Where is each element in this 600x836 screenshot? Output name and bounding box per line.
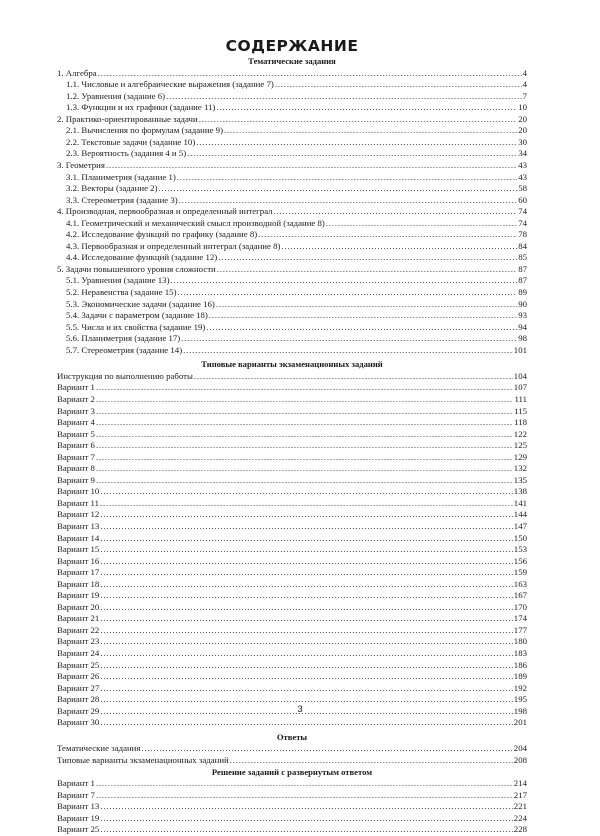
toc-entry-label: 1. Алгебра bbox=[57, 67, 97, 78]
toc-entry bbox=[57, 440, 527, 452]
table-of-contents bbox=[57, 36, 527, 836]
toc-entry-page: 129 bbox=[513, 451, 527, 462]
dot-leader bbox=[178, 287, 518, 299]
toc-entry-label: Вариант 1 bbox=[57, 382, 95, 393]
toc-entry-page: 159 bbox=[513, 567, 527, 578]
toc-entry bbox=[57, 299, 527, 311]
toc-entry-label: 5.2. Неравенства (задание 15) bbox=[66, 286, 177, 297]
toc-entry bbox=[57, 486, 527, 498]
toc-entry-label: Тематические задания bbox=[57, 743, 141, 754]
dot-leader bbox=[100, 579, 512, 591]
toc-entry bbox=[57, 137, 527, 149]
toc-entry bbox=[57, 475, 527, 487]
toc-entry-label: Вариант 2 bbox=[57, 393, 95, 404]
toc-entry bbox=[57, 509, 527, 521]
toc-entry-page: 87 bbox=[518, 275, 527, 286]
toc-entry-page: 147 bbox=[513, 520, 527, 531]
section-heading: Типовые варианты экзаменационных заданий bbox=[201, 359, 383, 370]
toc-entry bbox=[57, 452, 527, 464]
toc-entry-page: 204 bbox=[513, 743, 527, 754]
dot-leader bbox=[177, 172, 517, 184]
toc-entry bbox=[57, 778, 527, 790]
toc-entry-page: 34 bbox=[518, 148, 527, 159]
dot-leader bbox=[196, 137, 517, 149]
toc-entry bbox=[57, 417, 527, 429]
toc-entry-label: Вариант 3 bbox=[57, 405, 95, 416]
dot-leader bbox=[181, 333, 517, 345]
dot-leader bbox=[166, 91, 521, 103]
toc-entry-label: 5.4. Задачи с параметром (задание 18) bbox=[66, 310, 208, 321]
dot-leader bbox=[96, 778, 513, 790]
toc-entry-page: 107 bbox=[513, 382, 527, 393]
toc-entry bbox=[57, 195, 527, 207]
toc-entry-label: Вариант 7 bbox=[57, 789, 95, 800]
toc-entry bbox=[57, 382, 527, 394]
toc-entry-label: Вариант 28 bbox=[57, 694, 100, 705]
dot-leader bbox=[281, 241, 517, 253]
dot-leader bbox=[171, 275, 518, 287]
dot-leader bbox=[199, 114, 518, 126]
toc-entry-page: 125 bbox=[513, 440, 527, 451]
toc-entry-label: Вариант 4 bbox=[57, 417, 95, 428]
toc-entry-label: 3. Геометрия bbox=[57, 159, 105, 170]
toc-entry-label: 4.4. Исследование функций (задание 12) bbox=[66, 252, 218, 263]
toc-entry-page: 101 bbox=[513, 344, 527, 355]
toc-entry bbox=[57, 429, 527, 441]
dot-leader bbox=[224, 125, 517, 137]
toc-entry-label: Вариант 20 bbox=[57, 601, 100, 612]
toc-entry bbox=[57, 660, 527, 672]
toc-entry-page: 111 bbox=[514, 393, 527, 404]
toc-entry bbox=[57, 498, 527, 510]
toc-entry bbox=[57, 556, 527, 568]
toc-entry-label: Вариант 17 bbox=[57, 567, 100, 578]
toc-entry-label: 4. Производная, первообразная и определенный интеграл bbox=[57, 206, 273, 217]
toc-entry-page: 180 bbox=[513, 636, 527, 647]
toc-entry-label: Инструкция по выполнению работы bbox=[57, 370, 193, 381]
toc-entry-label: Вариант 9 bbox=[57, 474, 95, 485]
toc-entry-page: 94 bbox=[518, 321, 527, 332]
toc-entry-page: 214 bbox=[513, 778, 527, 789]
dot-leader bbox=[100, 801, 512, 813]
dot-leader bbox=[96, 463, 513, 475]
toc-entry-page: 74 bbox=[518, 217, 527, 228]
toc-entry bbox=[57, 579, 527, 591]
dot-leader bbox=[100, 717, 512, 729]
toc-entry bbox=[57, 310, 527, 322]
toc-entry-page: 4 bbox=[522, 79, 527, 90]
toc-entry bbox=[57, 602, 527, 614]
dot-leader bbox=[100, 486, 512, 498]
toc-entry bbox=[57, 252, 527, 264]
toc-entry bbox=[57, 790, 527, 802]
toc-entry-label: 3.1. Планиметрия (задание 1) bbox=[66, 171, 176, 182]
toc-entry-page: 10 bbox=[518, 102, 527, 113]
toc-entry bbox=[57, 218, 527, 230]
section-variants bbox=[57, 359, 527, 729]
dot-leader bbox=[187, 148, 517, 160]
dot-leader bbox=[100, 683, 512, 695]
dot-leader bbox=[100, 556, 512, 568]
dot-leader bbox=[206, 322, 517, 334]
toc-entry-label: 1.1. Числовые и алгебраические выражения (задание 7) bbox=[66, 79, 274, 90]
toc-entry bbox=[57, 371, 527, 383]
toc-entry-page: 4 bbox=[522, 67, 527, 78]
toc-entry-page: 221 bbox=[513, 801, 527, 812]
section-heading: Решение заданий с развернутым ответом bbox=[211, 766, 373, 777]
section-answers bbox=[57, 732, 527, 767]
dot-leader bbox=[96, 417, 513, 429]
toc-entry-page: 30 bbox=[518, 136, 527, 147]
dot-leader bbox=[96, 440, 513, 452]
dot-leader bbox=[100, 613, 512, 625]
toc-entry bbox=[57, 683, 527, 695]
toc-entry-page: 20 bbox=[518, 125, 527, 136]
dot-leader bbox=[179, 195, 517, 207]
toc-entry-page: 89 bbox=[518, 286, 527, 297]
toc-entry-page: 138 bbox=[513, 486, 527, 497]
toc-entry-label: Вариант 21 bbox=[57, 613, 100, 624]
toc-entry-page: 118 bbox=[514, 417, 527, 428]
toc-entry-label: 4.3. Первообразная и определенный интеграл (задание 8) bbox=[66, 240, 281, 251]
dot-leader bbox=[100, 671, 512, 683]
dot-leader bbox=[98, 68, 522, 80]
toc-entry-label: Вариант 16 bbox=[57, 555, 100, 566]
toc-entry-label: Вариант 19 bbox=[57, 812, 100, 823]
dot-leader bbox=[275, 79, 522, 91]
toc-entry bbox=[57, 801, 527, 813]
dot-leader bbox=[183, 345, 513, 357]
toc-entry bbox=[57, 264, 527, 276]
toc-entry-label: Вариант 23 bbox=[57, 636, 100, 647]
toc-entry-label: Вариант 7 bbox=[57, 451, 95, 462]
dot-leader bbox=[218, 252, 517, 264]
toc-entry-label: Вариант 12 bbox=[57, 509, 100, 520]
toc-entry-page: 74 bbox=[518, 206, 527, 217]
toc-entry-label: Вариант 25 bbox=[57, 659, 100, 670]
toc-entry bbox=[57, 148, 527, 160]
toc-entry-label: 1.3. Функции и их графики (задание 11) bbox=[66, 102, 216, 113]
dot-leader bbox=[230, 755, 513, 767]
toc-entry-label: Вариант 5 bbox=[57, 428, 95, 439]
toc-entry-page: 189 bbox=[513, 671, 527, 682]
dot-leader bbox=[100, 544, 512, 556]
toc-entry-label: 2.3. Вероятность (задания 4 и 5) bbox=[66, 148, 187, 159]
dot-leader bbox=[216, 102, 517, 114]
toc-entry bbox=[57, 345, 527, 357]
dot-leader bbox=[106, 160, 517, 172]
dot-leader bbox=[209, 310, 517, 322]
toc-entry-page: 20 bbox=[518, 113, 527, 124]
toc-entry bbox=[57, 68, 527, 80]
toc-entry-page: 163 bbox=[513, 578, 527, 589]
toc-entry-page: 170 bbox=[513, 601, 527, 612]
toc-entry bbox=[57, 613, 527, 625]
dot-leader bbox=[100, 590, 512, 602]
section-thematic bbox=[57, 56, 527, 356]
toc-entry-label: 5. Задачи повышенного уровня сложности bbox=[57, 263, 216, 274]
toc-entry bbox=[57, 91, 527, 103]
toc-entry bbox=[57, 824, 527, 836]
dot-leader bbox=[100, 636, 512, 648]
toc-entry-label: 2. Практико-ориентированные задачи bbox=[57, 113, 198, 124]
toc-entry-page: 156 bbox=[513, 555, 527, 566]
section-solutions bbox=[57, 767, 527, 836]
toc-entry bbox=[57, 625, 527, 637]
toc-entry-page: 174 bbox=[513, 613, 527, 624]
toc-entry-page: 122 bbox=[513, 428, 527, 439]
toc-entry bbox=[57, 533, 527, 545]
toc-entry-page: 132 bbox=[513, 463, 527, 474]
toc-entry-label: Вариант 14 bbox=[57, 532, 100, 543]
toc-entry bbox=[57, 743, 527, 755]
dot-leader bbox=[274, 206, 518, 218]
toc-entry-page: 141 bbox=[513, 497, 527, 508]
toc-entry-page: 167 bbox=[513, 590, 527, 601]
toc-entry-label: 3.3. Стереометрия (задание 3) bbox=[66, 194, 178, 205]
toc-entry-label: 5.1. Уравнения (задание 13) bbox=[66, 275, 170, 286]
toc-entry-label: 1.2. Уравнения (задание 6) bbox=[66, 90, 166, 101]
toc-entry-page: 208 bbox=[513, 754, 527, 765]
dot-leader bbox=[216, 299, 517, 311]
toc-entry bbox=[57, 114, 527, 126]
toc-entry bbox=[57, 322, 527, 334]
dot-leader bbox=[96, 429, 513, 441]
dot-leader bbox=[326, 218, 517, 230]
toc-entry bbox=[57, 160, 527, 172]
dot-leader bbox=[258, 229, 517, 241]
dot-leader bbox=[100, 533, 512, 545]
page-number: 3 bbox=[297, 704, 303, 715]
toc-entry-label: Вариант 13 bbox=[57, 520, 100, 531]
toc-entry-label: Вариант 6 bbox=[57, 440, 95, 451]
toc-entry bbox=[57, 275, 527, 287]
toc-entry-page: 58 bbox=[518, 183, 527, 194]
dot-leader bbox=[96, 394, 514, 406]
toc-entry bbox=[57, 229, 527, 241]
dot-leader bbox=[96, 406, 513, 418]
dot-leader bbox=[100, 660, 512, 672]
toc-entry-label: Вариант 24 bbox=[57, 647, 100, 658]
toc-entry-page: 115 bbox=[514, 405, 527, 416]
toc-entry-label: Вариант 30 bbox=[57, 717, 100, 728]
toc-entry bbox=[57, 333, 527, 345]
dot-leader bbox=[100, 824, 512, 836]
toc-entry-label: Вариант 25 bbox=[57, 824, 100, 835]
toc-entry-page: 98 bbox=[518, 333, 527, 344]
toc-entry bbox=[57, 671, 527, 683]
toc-entry-page: 135 bbox=[513, 474, 527, 485]
dot-leader bbox=[100, 498, 513, 510]
toc-entry-page: 84 bbox=[518, 240, 527, 251]
toc-entry-label: 2.1. Вычисления по формулам (задание 9) bbox=[66, 125, 224, 136]
toc-entry-label: Вариант 11 bbox=[57, 497, 100, 508]
toc-entry bbox=[57, 521, 527, 533]
toc-entry-page: 228 bbox=[513, 824, 527, 835]
toc-entry-label: Вариант 13 bbox=[57, 801, 100, 812]
toc-entry-page: 85 bbox=[518, 252, 527, 263]
toc-entry bbox=[57, 241, 527, 253]
toc-entry-label: 5.5. Числа и их свойства (задание 19) bbox=[66, 321, 206, 332]
toc-entry bbox=[57, 206, 527, 218]
dot-leader bbox=[159, 183, 518, 195]
toc-entry-label: Вариант 15 bbox=[57, 544, 100, 555]
dot-leader bbox=[96, 452, 513, 464]
toc-entry-label: 5.6. Планиметрия (задание 17) bbox=[66, 333, 181, 344]
toc-entry-page: 87 bbox=[518, 263, 527, 274]
toc-entry bbox=[57, 567, 527, 579]
toc-entry-page: 186 bbox=[513, 659, 527, 670]
toc-entry-page: 177 bbox=[513, 624, 527, 635]
toc-entry-page: 43 bbox=[518, 171, 527, 182]
toc-entry-label: 2.2. Текстовые задачи (задание 10) bbox=[66, 136, 196, 147]
toc-entry-label: 5.3. Экономические задачи (задание 16) bbox=[66, 298, 215, 309]
dot-leader bbox=[141, 743, 512, 755]
toc-entry bbox=[57, 125, 527, 137]
toc-entry-label: Вариант 26 bbox=[57, 671, 100, 682]
section-heading: Ответы bbox=[276, 731, 308, 742]
dot-leader bbox=[100, 813, 512, 825]
toc-entry-page: 195 bbox=[513, 694, 527, 705]
dot-leader bbox=[96, 475, 513, 487]
toc-entry-label: 3.2. Векторы (задание 2) bbox=[66, 183, 158, 194]
toc-entry-page: 201 bbox=[513, 717, 527, 728]
toc-entry-label: 4.2. Исследование функций по графику (задание 8) bbox=[66, 229, 258, 240]
toc-entry-page: 150 bbox=[513, 532, 527, 543]
dot-leader bbox=[100, 648, 512, 660]
toc-entry-page: 198 bbox=[513, 705, 527, 716]
toc-entry bbox=[57, 813, 527, 825]
toc-entry bbox=[57, 636, 527, 648]
toc-entry-page: 60 bbox=[518, 194, 527, 205]
toc-entry bbox=[57, 717, 527, 729]
toc-entry-page: 43 bbox=[518, 159, 527, 170]
toc-entry bbox=[57, 544, 527, 556]
toc-entry-label: Вариант 29 bbox=[57, 705, 100, 716]
toc-entry-label: Вариант 19 bbox=[57, 590, 100, 601]
toc-entry-label: Вариант 22 bbox=[57, 624, 100, 635]
toc-entry bbox=[57, 755, 527, 767]
toc-entry bbox=[57, 648, 527, 660]
toc-entry bbox=[57, 102, 527, 114]
toc-entry bbox=[57, 172, 527, 184]
toc-entry bbox=[57, 287, 527, 299]
dot-leader bbox=[194, 371, 513, 383]
toc-entry-page: 7 bbox=[522, 90, 527, 101]
toc-entry-page: 78 bbox=[518, 229, 527, 240]
dot-leader bbox=[96, 790, 513, 802]
toc-entry-label: 5.7. Стереометрия (задание 14) bbox=[66, 344, 183, 355]
toc-entry bbox=[57, 183, 527, 195]
dot-leader bbox=[100, 567, 512, 579]
toc-entry-page: 192 bbox=[513, 682, 527, 693]
toc-entry bbox=[57, 394, 527, 406]
toc-entry bbox=[57, 79, 527, 91]
dot-leader bbox=[100, 509, 512, 521]
toc-entry-label: Вариант 10 bbox=[57, 486, 100, 497]
toc-entry-label: Типовые варианты экзаменационных заданий bbox=[57, 754, 229, 765]
toc-entry-page: 224 bbox=[513, 812, 527, 823]
toc-entry bbox=[57, 463, 527, 475]
toc-entry-page: 153 bbox=[513, 544, 527, 555]
toc-entry-label: 4.1. Геометрический и механический смысл производной (задание 8) bbox=[66, 217, 325, 228]
toc-entry-page: 90 bbox=[518, 298, 527, 309]
toc-entry-page: 144 bbox=[513, 509, 527, 520]
toc-entry-page: 93 bbox=[518, 310, 527, 321]
toc-entry-label: Вариант 8 bbox=[57, 463, 95, 474]
dot-leader bbox=[217, 264, 517, 276]
toc-entry-label: Вариант 18 bbox=[57, 578, 100, 589]
toc-entry bbox=[57, 406, 527, 418]
dot-leader bbox=[96, 382, 513, 394]
page-title: СОДЕРЖАНИЕ bbox=[225, 37, 359, 55]
toc-entry-page: 183 bbox=[513, 647, 527, 658]
dot-leader bbox=[100, 521, 512, 533]
toc-entry-page: 104 bbox=[513, 370, 527, 381]
toc-entry-page: 217 bbox=[513, 789, 527, 800]
section-heading: Тематические задания bbox=[248, 56, 336, 66]
toc-entry-label: Вариант 27 bbox=[57, 682, 100, 693]
dot-leader bbox=[100, 625, 512, 637]
toc-entry bbox=[57, 590, 527, 602]
toc-entry-label: Вариант 1 bbox=[57, 778, 95, 789]
dot-leader bbox=[100, 602, 512, 614]
